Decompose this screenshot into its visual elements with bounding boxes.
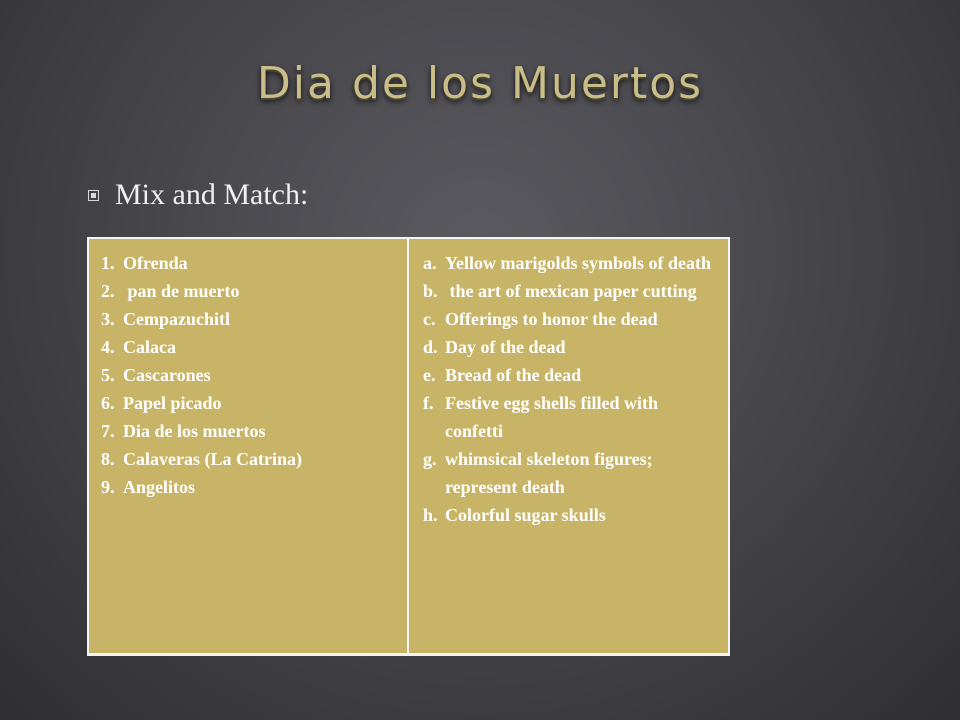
square-bullet-icon	[88, 190, 99, 201]
item-text: the art of mexican paper cutting	[445, 281, 697, 301]
item-letter: g.	[423, 449, 437, 469]
table-bottom-border	[87, 653, 730, 656]
item-text: Papel picado	[123, 393, 222, 413]
item-text: pan de muerto	[123, 281, 240, 301]
bullet-text: Mix and Match:	[115, 178, 309, 211]
definitions-column	[409, 239, 728, 653]
item-number: 3.	[101, 309, 115, 329]
item-letter: d.	[423, 337, 438, 357]
item-number: 8.	[101, 449, 115, 469]
item-letter: b.	[423, 281, 438, 301]
list-item	[101, 277, 397, 305]
item-text: whimsical skeleton figures; represent death	[445, 449, 658, 497]
definitions-list	[423, 249, 720, 529]
item-letter: a.	[423, 253, 437, 273]
match-table	[87, 237, 730, 655]
list-item	[101, 389, 397, 417]
item-number: 4.	[101, 337, 115, 357]
item-number: 6.	[101, 393, 115, 413]
list-item	[423, 361, 720, 389]
item-number: 2.	[101, 281, 115, 301]
item-text: Bread of the dead	[445, 365, 582, 385]
item-text: Calaca	[123, 337, 176, 357]
item-number: 9.	[101, 477, 115, 497]
item-number: 7.	[101, 421, 115, 441]
item-text: Calaveras (La Catrina)	[123, 449, 302, 469]
slide-title: Dia de los Muertos	[256, 58, 704, 109]
list-item	[101, 417, 397, 445]
list-item	[423, 445, 720, 501]
item-letter: h.	[423, 505, 438, 525]
list-item	[423, 305, 720, 333]
list-item	[101, 249, 397, 277]
terms-column	[89, 239, 409, 653]
item-text: Ofrenda	[123, 253, 188, 273]
item-letter: c.	[423, 309, 436, 329]
item-text: Yellow marigolds symbols of death	[445, 253, 712, 273]
list-item	[423, 333, 720, 361]
item-text: Festive egg shells filled with confetti	[445, 393, 663, 441]
item-letter: e.	[423, 365, 436, 385]
list-item	[101, 333, 397, 361]
item-text: Day of the dead	[445, 337, 566, 357]
list-item	[101, 445, 397, 473]
list-item	[423, 277, 720, 305]
item-text: Cempazuchitl	[123, 309, 230, 329]
list-item	[101, 361, 397, 389]
list-item	[423, 249, 720, 277]
item-letter: f.	[423, 393, 434, 413]
terms-list	[101, 249, 397, 501]
list-item	[423, 389, 720, 445]
item-text: Colorful sugar skulls	[445, 505, 606, 525]
list-item	[101, 305, 397, 333]
item-number: 5.	[101, 365, 115, 385]
item-text: Dia de los muertos	[123, 421, 266, 441]
item-text: Offerings to honor the dead	[445, 309, 658, 329]
list-item	[423, 501, 720, 529]
item-text: Cascarones	[123, 365, 211, 385]
bullet-row	[88, 178, 308, 212]
item-number: 1.	[101, 253, 115, 273]
item-text: Angelitos	[123, 477, 195, 497]
list-item	[101, 473, 397, 501]
